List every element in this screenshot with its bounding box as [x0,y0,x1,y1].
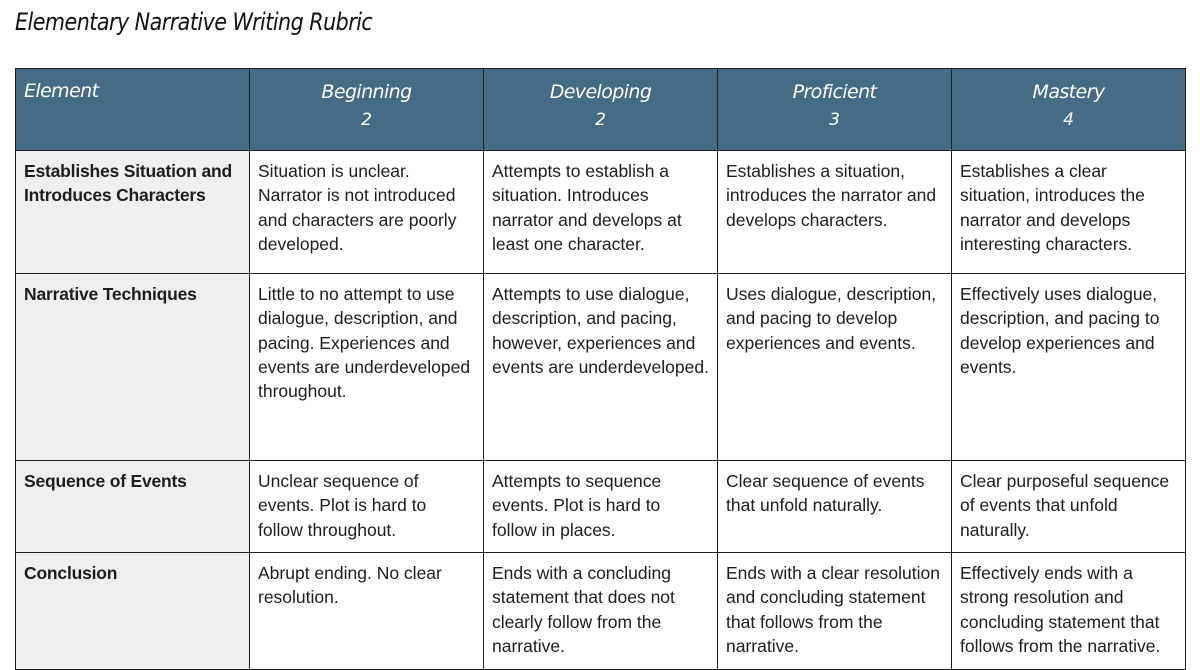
header-level-developing [484,69,718,151]
criterion-cell: Establishes Situation and Introduces Characters [16,151,250,274]
table-row [16,274,1186,461]
criterion-cell: Conclusion [16,553,250,670]
descriptor-cell: Little to no attempt to use dialogue, description, and pacing. Experiences and events are underdeveloped throughout. [250,274,484,461]
descriptor-cell: Establishes a situation, introduces the narrator and develops characters. [718,151,952,274]
level-name: Mastery [1032,81,1105,103]
header-level-beginning [250,69,484,151]
level-score: 4 [1063,110,1074,130]
level-score: 2 [361,110,372,130]
descriptor-cell: Unclear sequence of events. Plot is hard to follow throughout. [250,461,484,553]
descriptor-cell: Situation is unclear. Narrator is not introduced and characters are poorly developed. [250,151,484,274]
header-element: Element [16,69,250,151]
page-title: Elementary Narrative Writing Rubric [15,8,373,36]
level-score: 2 [595,110,606,130]
rubric-header [16,69,1186,151]
level-score: 3 [829,110,840,130]
table-row [16,553,1186,670]
header-level-mastery [952,69,1186,151]
descriptor-cell: Ends with a concluding statement that does not clearly follow from the narrative. [484,553,718,670]
table-row [16,151,1186,274]
descriptor-cell: Effectively ends with a strong resolution and concluding statement that follows from the narrative. [952,553,1186,670]
header-level-proficient [718,69,952,151]
rubric-table [15,68,1186,670]
level-name: Proficient [792,81,877,103]
descriptor-cell: Clear sequence of events that unfold naturally. [718,461,952,553]
descriptor-cell: Uses dialogue, description, and pacing to develop experiences and events. [718,274,952,461]
level-name: Developing [549,81,652,103]
criterion-cell: Narrative Techniques [16,274,250,461]
descriptor-cell: Ends with a clear resolution and concluding statement that follows from the narrative. [718,553,952,670]
header-row [16,69,1186,151]
descriptor-cell: Clear purposeful sequence of events that unfold naturally. [952,461,1186,553]
rubric-body [16,151,1186,670]
descriptor-cell: Abrupt ending. No clear resolution. [250,553,484,670]
criterion-cell: Sequence of Events [16,461,250,553]
descriptor-cell: Establishes a clear situation, introduces the narrator and develops interesting characters. [952,151,1186,274]
descriptor-cell: Attempts to use dialogue, description, and pacing, however, experiences and events are underdeveloped. [484,274,718,461]
descriptor-cell: Effectively uses dialogue, description, and pacing to develop experiences and events. [952,274,1186,461]
table-row [16,461,1186,553]
level-name: Beginning [321,81,412,103]
descriptor-cell: Attempts to establish a situation. Introduces narrator and develops at least one character. [484,151,718,274]
descriptor-cell: Attempts to sequence events. Plot is hard to follow in places. [484,461,718,553]
